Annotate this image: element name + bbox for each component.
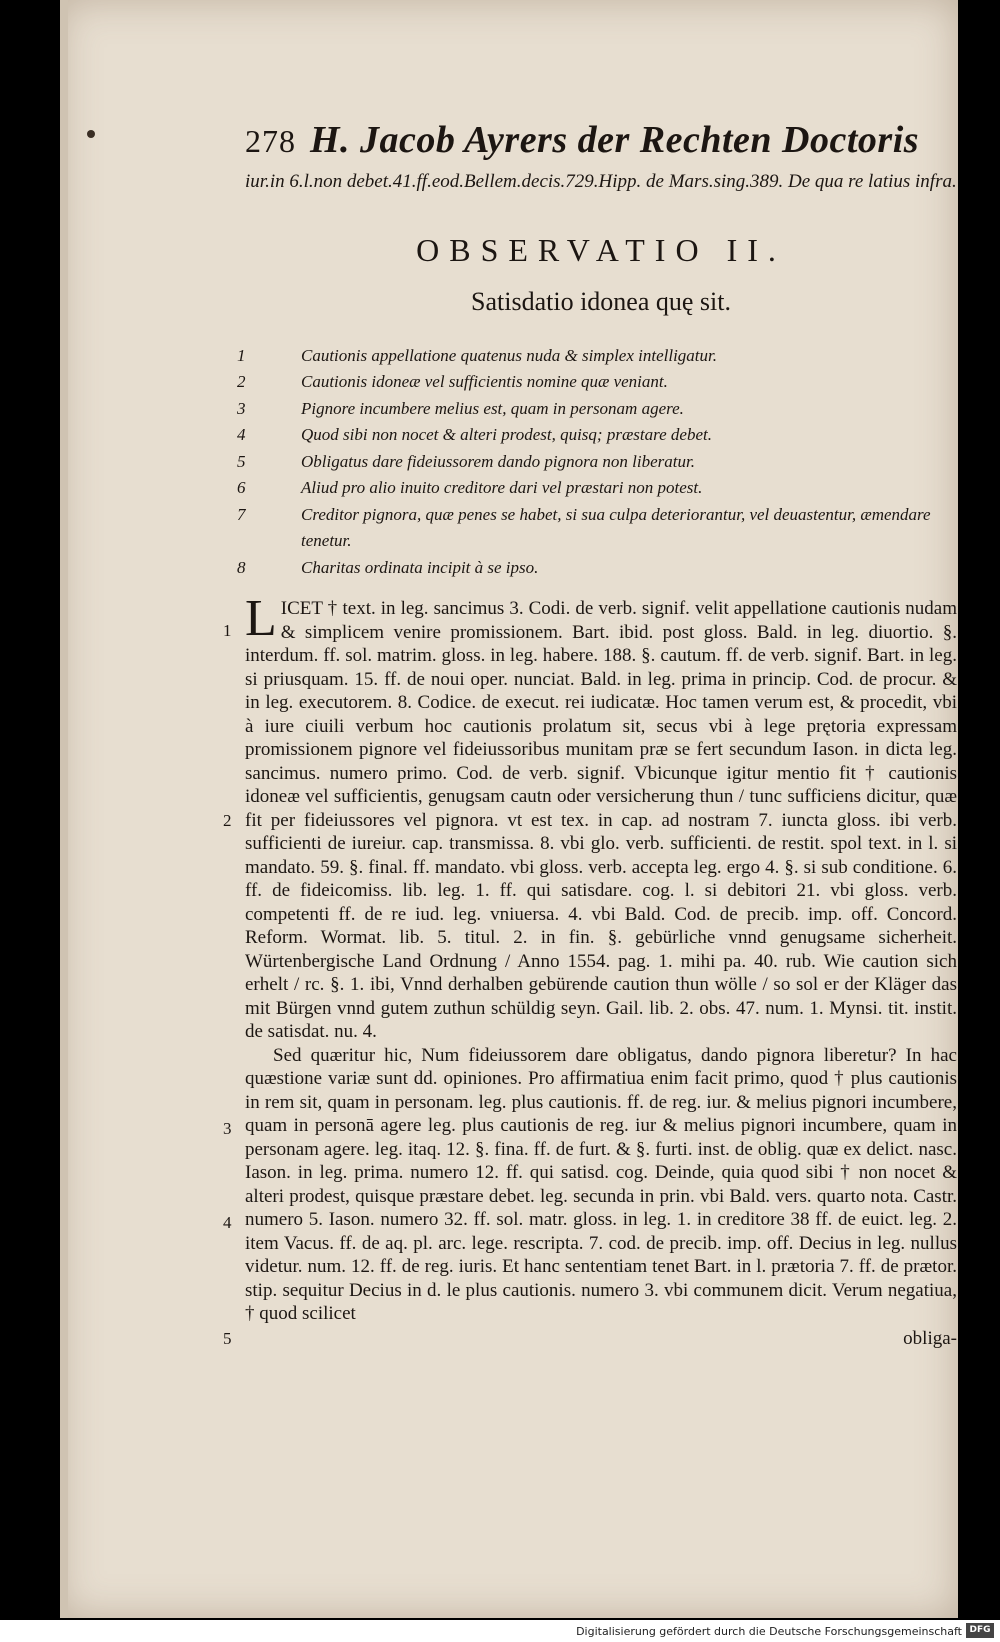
summary-item: 1 Cautionis appellatione quatenus nuda & simplex intelligatur. [237,345,718,365]
summary-item: 2 Cautionis idoneæ vel sufficientis nomine quæ veniant. [237,372,668,391]
continuation-text: iur.in 6.l.non debet.41.ff.eod.Bellem.decis.729.Hipp. de Mars.sing.389. De qua re latius infra. [245,171,957,192]
observatio-subtitle: Satisdatio idonea quę sit. [471,286,731,316]
ornament-dot [87,130,95,138]
margin-number: 2 [223,811,232,830]
paragraph-1 [245,590,957,1044]
summary-item: 3 Pignore incumbere melius est, quam in personam agere. [237,398,684,418]
margin-number: 5 [223,1329,232,1348]
summary-item: 7 Creditor pignora, quæ penes se habet, si sua culpa deteriorantur, vel deuastentur, æmendare tenetur. [237,504,931,550]
dfg-logo: DFG [966,1623,994,1638]
margin-number: 4 [223,1213,232,1232]
margin-number: 1 [223,621,232,640]
summary-list [237,343,957,582]
summary-item: 4 Quod sibi non nocet & alteri prodest, quisq; præstare debet. [237,425,712,444]
margin-number: 3 [223,1119,232,1138]
page-edge [60,0,68,1618]
summary-item: 8 Charitas ordinata incipit à se ipso. [237,557,539,577]
page-content [223,118,957,1350]
paragraph-2: Sed quæritur hic, Num fideiussorem dare obligatus, dando pignora liberetur? In hac quæstione variæ sunt dd. opiniones. Pro affirmatiua enim facit primo, quod † plus cautionis in rem sit, quam in personam. leg. plus cautionis. ff. de reg. iur. & melius pignori incumbere, quam in personā agere leg. plus cautionis de reg. iur & melius pignori incumbere, quam in personam agere. leg. itaq. 12. §. fina. ff. de furt. & §. furti. inst. de oblig. quæ ex delict. nasc. Iason. in leg. prima. numero 12. ff. qui satisd. cog. Deinde, quia quod sibi † non nocet & alteri prodest, quisque præstare debet. leg. secunda in prin. vbi Bald. vers. quarto nota. Castr. numero 5. Iason. numero 32. ff. sol. matr. gloss. in leg. 1. in creditore 38 ff. de euict. leg. 2. item Vacus. ff. de aq. pl. arc. lege. rescripta. 7. cod. de precib. imp. off. Decius in leg. nullus videtur. num. 12. ff. de reg. iuris. Et hanc sententiam tenet Bart. in l. prætoria 7. ff. de prætor. stip. sequitur Decius in d. le plus cautionis. numero 3. vbi communem dicit. Verum negatiua, † quod scilicet [245,1044,957,1324]
summary-item: 5 Obligatus dare fideiussorem dando pignora non liberatur. [237,451,695,471]
footer-credit: Digitalisierung gefördert durch die Deutsche Forschungsgemeinschaft [576,1625,962,1638]
body-text [223,590,957,1350]
page-header [245,118,957,164]
paragraph-1-text: ICET † text. in leg. sancimus 3. Codi. de verb. signif. velit appellatione cautionis nudam & simplicem venire promissionem. Bart. ibid. post gloss. Bald. in leg. diuortio. §. interdum. ff. sol. matrim. gloss. in leg. habere. 188. §. cautum. ff. de verb. signif. Bart. in leg. si priusquam. 15. ff. de noui oper. nunciat. Bald. in leg. prima in princip. Cod. de procur. & in leg. executorem. 8. Codice. de execut. rei iudicatæ. Hoc tamen verum est, & procedit, vbi à iure ciuili verbum hoc cautionis prolatum sit, secus vbi à lege prętoria expressam promissionem pignore vel fideiussoribus munitam præ se fert secundum Iason. in dicta leg. sancimus. numero primo. Cod. de verb. signif. Vbicunque igitur mentio fit † cautionis idoneæ vel sufficientis, genugsam cautn oder versicherung thun / tunc sufficiens dicitur, quæ fit per fideiussores vel pignora. vt est tex. in cap. ad nostram 7. iuncta gloss. ibi verb. sufficienti de iureiur. cap. transmissa. 8. vbi glo. verb. sufficienti. de restit. spol text. in l. si mandato. 59. §. final. ff. mandato. vbi gloss. verb. accepta leg. ergo 4. §. si sub conditione. 6. ff. de fideicomiss. lib. leg. 1. ff. qui satisdare. cog. l. si debitori 21. vbi gloss. verb. competenti ff. de re iud. leg. vniuersa. 4. vbi Bald. Cod. de precib. imp. off. Concord. Reform. Wormat. lib. 5. titul. 2. in fin. §. gebürliche vnnd genugsame sicherheit. Würtenbergische Land Ordnung / Anno 1554. pag. 1. mihi pa. 40. rub. Wie caution sich erhelt / rc. §. 1. ibi, Vnnd derhalben gebürende caution thun wölle / so sol er der Kläger das mit Bürgen vnnd gutem zuthun schüldig seyn. Gail. lib. 2. obs. 47. num. 1. Mynsi. tit. instit. de satisdat. nu. 4. [245,598,957,1042]
page-number: 278 [245,123,296,159]
drop-cap: L [245,590,277,647]
summary-item: 6 Aliud pro alio inuito creditore dari vel præstari non potest. [237,478,703,497]
footer-bar [0,1620,1000,1642]
catchword: obliga- [903,1327,957,1349]
observatio-title: OBSERVATIO II. [416,231,786,268]
running-title: H. Jacob Ayrers der Rechten Doctoris [310,119,920,161]
